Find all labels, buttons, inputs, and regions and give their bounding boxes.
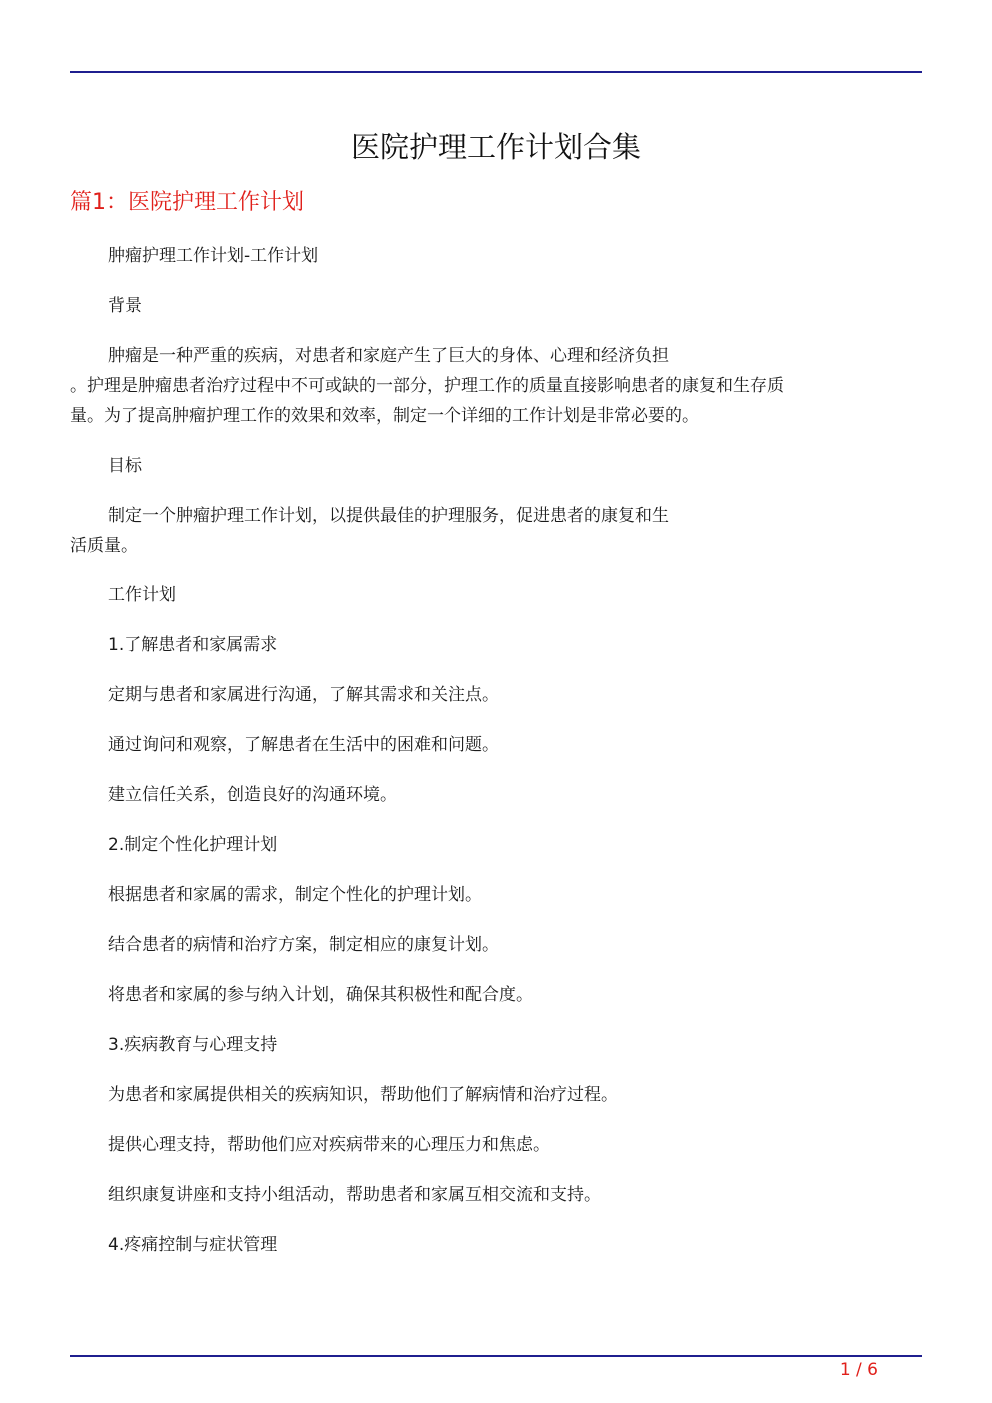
list-heading-4: 4.疼痛控制与症状管理	[108, 1235, 278, 1255]
list-heading-1: 1.了解患者和家属需求	[108, 635, 278, 655]
footer-rule	[70, 1355, 922, 1357]
list-item: 通过询问和观察，了解患者在生活中的困难和问题。	[108, 735, 499, 755]
list-item: 建立信任关系，创造良好的沟通环境。	[108, 785, 397, 805]
paragraph-subtitle: 肿瘤护理工作计划-工作计划	[108, 246, 319, 266]
list-item: 组织康复讲座和支持小组活动，帮助患者和家属互相交流和支持。	[108, 1185, 601, 1205]
list-heading-2: 2.制定个性化护理计划	[108, 835, 278, 855]
section-heading: 篇1：医院护理工作计划	[70, 190, 304, 215]
list-item: 为患者和家属提供相关的疾病知识，帮助他们了解病情和治疗过程。	[108, 1085, 618, 1105]
list-item: 定期与患者和家属进行沟通，了解其需求和关注点。	[108, 685, 499, 705]
list-item: 提供心理支持，帮助他们应对疾病带来的心理压力和焦虑。	[108, 1135, 550, 1155]
paragraph-background-heading: 背景	[108, 296, 142, 316]
header-rule	[70, 71, 922, 73]
list-heading-3: 3.疾病教育与心理支持	[108, 1035, 278, 1055]
list-item: 结合患者的病情和治疗方案，制定相应的康复计划。	[108, 935, 499, 955]
paragraph-goal-heading: 目标	[108, 456, 142, 476]
list-item: 根据患者和家属的需求，制定个性化的护理计划。	[108, 885, 482, 905]
paragraph-goal: 制定一个肿瘤护理工作计划，以提供最佳的护理服务，促进患者的康复和生 活质量。	[70, 506, 669, 556]
paragraph-plan-heading: 工作计划	[108, 585, 176, 605]
paragraph-background: 肿瘤是一种严重的疾病，对患者和家庭产生了巨大的身体、心理和经济负担 。护理是肿瘤患者治疗过程中不可或缺的一部分，护理工作的质量直接影响患者的康复和生存质 量。为了提高肿瘤护理工作的效果和效率，制定一个详细的工作计划是非常必要的。	[70, 346, 784, 426]
page-number: 1 / 6	[839, 1360, 878, 1380]
document-title: 医院护理工作计划合集	[350, 130, 641, 164]
list-item: 将患者和家属的参与纳入计划，确保其积极性和配合度。	[108, 985, 533, 1005]
